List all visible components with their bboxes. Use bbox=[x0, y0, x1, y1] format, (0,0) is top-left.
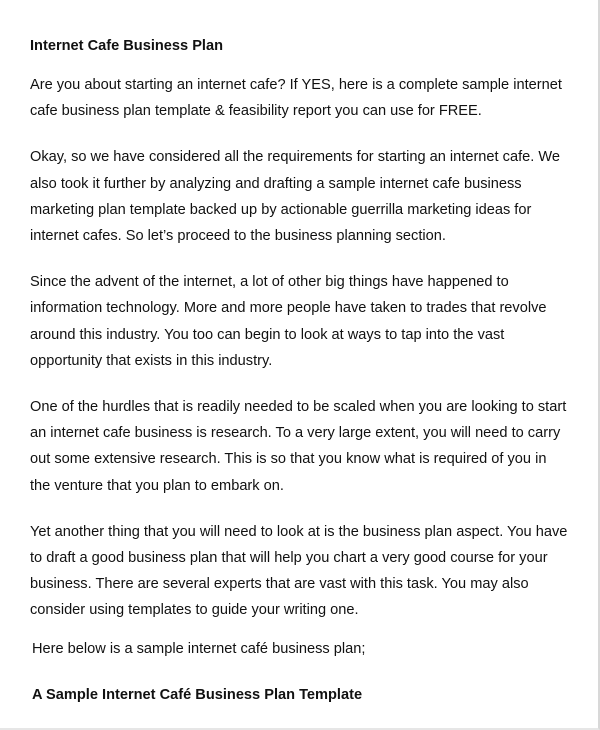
paragraph-industry: Since the advent of the internet, a lot of other big things have happened to information technology. More and more people have taken to trades that revolve around this industry. You too can begin to look at ways to tap into the vast opportunity that exists in this industry. bbox=[30, 274, 547, 369]
paragraph-requirements: Okay, so we have considered all the requirements for starting an internet cafe. We also took it further by analyzing and drafting a sample internet cafe business marketing plan template backed up by actionable guerrilla marketing ideas for internet cafes. So let’s proceed to the business planning section. bbox=[30, 149, 560, 245]
template-subtitle: A Sample Internet Café Business Plan Template bbox=[32, 686, 363, 703]
paragraph-research: One of the hurdles that is readily needed to be scaled when you are looking to start an internet cafe business is research. To a very large extent, you will need to carry out some extensive research. This is so that you know what is required of you in the venture that you plan to embark on. bbox=[30, 399, 567, 494]
sample-intro-line: Here below is a sample internet café business plan; bbox=[32, 640, 366, 657]
paragraph-business-plan: Yet another thing that you will need to look at is the business plan aspect. You have to draft a good business plan that will help you chart a very good course for your business. There are several experts that are vast with this task. You may also consider using templates to guide your writing one. bbox=[30, 523, 568, 619]
paragraph-intro: Are you about starting an internet cafe? If YES, here is a complete sample internet cafe business plan template & feasibility report you can use for FREE. bbox=[30, 77, 562, 120]
document-title: Internet Cafe Business Plan bbox=[30, 38, 224, 54]
document-body bbox=[30, 36, 570, 708]
